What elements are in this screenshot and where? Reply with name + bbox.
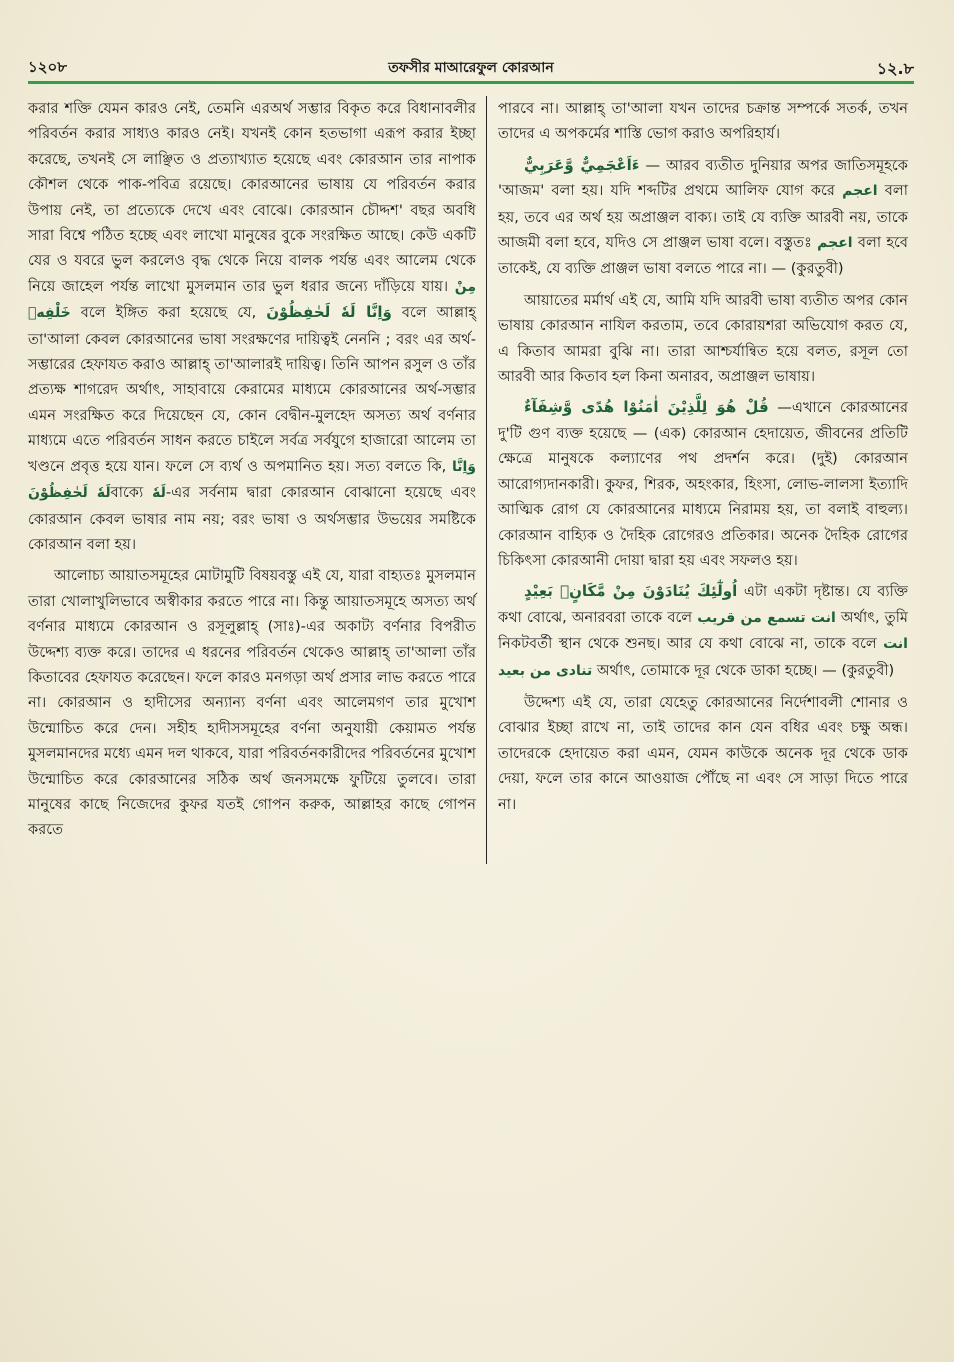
paragraph [498, 579, 908, 684]
column-divider [486, 96, 487, 864]
paragraph: আলোচ্য আয়াতসমূহের মোটামুটি বিষয়বস্তু এই যে, যারা বাহ্যতঃ মুসলমান তারা খোলাখুলিভাবে অস্বীকার করতে পারে না। কিন্তু আয়াতসমূহে অসত্য অর্থ বর্ণনার মাধ্যমে কোরআন ও রসূলুল্লাহ্ (সাঃ)-এর অকাট্য বর্ণনার বিপরীত উদ্দেশ্য ব্যক্ত করে। তাদের এ ধরনের পরিবর্তন থেকেও আল্লাহ্ তা'আলা তাঁর কিতাবের হেফাযত করেছেন। ফলে কারও মনগড়া অর্থ প্রসার লাভ করতে পারে না। কোরআন ও হাদীসের অন্যান্য বর্ণনা এবং আলেমগণ তার মুখোশ উন্মোচিত করে দেন। সহীহ হাদীসসমূহের বর্ণনা অনুযায়ী কেয়ামত পর্যন্ত মুসলমানদের মধ্যে এমন দল থাকবে, যারা পরিবর্তনকারীদের পরিবর্তনের মুখোশ উন্মোচিত করে কোরআনের সঠিক অর্থ জনসমক্ষে ফুটিয়ে তুলবে। তারা মানুষের কাছে নিজেদের কুফর যতই গোপন করুক, আল্লাহর কাছে গোপন করতে [28, 567, 476, 839]
paragraph-text: করার শক্তি যেমন কারও নেই, তেমনি এরঅর্থ সম্ভার বিকৃত করে বিধানাবলীর পরিবর্তন করার সাধ্যও কারও নেই। যখনই কোন হতভাগা এরূপ করার ইচ্ছা করেছে, তখনই সে লাঞ্ছিত ও প্রত্যাখ্যাত হয়েছে এবং কোরআন তার নাপাক কৌশল থেকে পাক-পবিত্র রয়েছে। কোরআনের ভাষায় যে পরিবর্তন করার উপায় নেই, তা প্রত্যেকে দেখে এবং বোঝে। কোরআন চৌদ্দশ' বছর অবধি সারা বিশ্বে পঠিত হচ্ছে এবং লাখো মানুষের বুকে সংরক্ষিত আছে। কেউ একটি যের ও যবরে ভুল করলেও বৃদ্ধ থেকে নিয়ে বালক পর্যন্ত এবং আলেম থেকে নিয়ে জাহেল পর্যন্ত লাখো মুসলমান তার ভুল ধরার জন্যে দাঁড়িয়ে যায়। [28, 100, 476, 295]
paragraph-text: বাক্যে [110, 484, 144, 502]
arabic-quote: وَاِنَّا لَهٗ لَحٰفِظُوْنَ [28, 458, 476, 502]
paragraph-text: বলা হবে তাকেই, যে ব্যক্তি প্রাঞ্জল ভাষা বলতে পারে না। — (কুরতুবী) [498, 234, 909, 278]
paragraph [28, 96, 476, 557]
arabic-quote: مِنْ خَلْفِهٖ [28, 278, 476, 322]
header-rule [28, 81, 914, 84]
left-column [28, 96, 476, 849]
paragraph-text: এটা একটা দৃষ্টান্ত। যে ব্যক্তি কথা বোঝে, অনারবরা তাকে বলে [498, 583, 908, 626]
arabic-quote: ءَاَعْجَمِيٌّ وَّعَرَبِيٌّ [524, 155, 640, 174]
running-title: তফসীর মাআরেফুল কোরআন [388, 60, 554, 76]
paragraph-text: —এখানে কোরআনের দু'টি গুণ ব্যক্ত হয়েছে — (এক) কোরআন হেদায়েত, জীবনের প্রতিটি ক্ষেত্রে মানুষকে কল্যাণের পথ প্রদর্শন করে। (দুই) কোরআন আরোগ্যদানকারী। কুফর, শিরক, অহংকার, হিংসা, লোভ-লালসা ইত্যাদি আত্মিক রোগ যে কোরআনের মাধ্যমে নিরাময় হয়, তা বলাই বাহুল্য। কোরআন বাহ্যিক ও দৈহিক রোগেরও প্রতিকার। অনেক দৈহিক রোগের চিকিৎসা কোরআনী দোয়া দ্বারা হয় এবং সফলও হয়। [498, 399, 908, 569]
paragraph: উদ্দেশ্য এই যে, তারা যেহেতু কোরআনের নির্দেশাবলী শোনার ও বোঝার ইচ্ছা রাখে না, তাই তাদের কান যেন বধির এবং চক্ষু অন্ধ। তাদেরকে হেদায়েত করা এমন, যেমন কাউকে অনেক দূর থেকে ডাক দেয়া, ফলে তার কানে আওয়াজ পৌঁছে না এবং সে সাড়া দিতে পারে না। [498, 693, 908, 813]
arabic-quote: اعجم [842, 183, 878, 200]
arabic-quote: لَهٗ [152, 485, 166, 502]
paragraph-text: — আরব ব্যতীত দুনিয়ার অপর জাতিসমূহকে 'আজম' বলা হয়। যদি শব্দটির প্রথমে আলিফ যোগ করে [498, 156, 908, 200]
arabic-quote: وَاِنَّا لَهٗ لَحٰفِظُوْنَ [266, 303, 392, 322]
paragraph-text: বলে আল্লাহ্ তা'আলা কেবল কোরআনের ভাষা সংরক্ষণের দায়িত্বই নেননি ; বরং এর অর্থ-সম্ভারের হেফাযত করাও আল্লাহ্ তা'আলারই দায়িত্ব। তিনি আপন রসুল ও তাঁর প্রত্যক্ষ শাগরেদ অর্থাৎ, সাহাবায়ে কেরামের মাধ্যমে কোরআনের অর্থ-সম্ভার এমন সংরক্ষিত করে দিয়েছেন যে, কোন বেদ্বীন-মুলহেদ অসত্য অর্থ বর্ণনার মাধ্যমে এতে পরিবর্তন সাধন করতে চাইলে সর্বত্র সর্বযুগে হাজারো আলেম তা খণ্ডনে প্রবৃত্ত হয়ে যান। ফলে সে ব্যর্থ ও অপমানিত হয়। সত্য বলতে কি, [28, 304, 476, 475]
paragraph-text: অর্থাৎ, তোমাকে দূর থেকে ডাকা হচ্ছে। — (কুরতুবী) [596, 661, 895, 679]
arabic-quote: انت تسمع من قريب [697, 609, 836, 626]
right-column [498, 96, 908, 823]
arabic-quote: اعجم [817, 235, 853, 252]
paragraph-text: বলে ইঙ্গিত করা হয়েছে যে, [80, 304, 257, 322]
paragraph-text: -এর সর্বনাম দ্বারা কোরআন বোঝানো হয়েছে এবং কোরআন কেবল ভাষার নাম নয়; বরং ভাষা ও অর্থসম্ভার উভয়ের সমষ্টিকে কোরআন বলা হয়। [28, 484, 476, 553]
page-number-arabic: ১২.৮ [876, 59, 914, 78]
paragraph-text: অর্থাৎ, তুমি নিকটবর্তী স্থান থেকে শুনছ। আর যে কথা বোঝে না, তাকে বলে [498, 608, 908, 653]
arabic-quote: قُلْ هُوَ لِلَّذِيْنَ اٰمَنُوْا هُدًى وَّشِفَآءٌ [524, 398, 769, 417]
arabic-quote: انت تنادى من بعيد [498, 636, 908, 679]
page-header [28, 52, 914, 82]
paragraph [498, 395, 908, 573]
arabic-quote: اُولٰٓئِكَ يُنَادَوْنَ مِنْ مَّكَانٍۭ بَعِيْدٍ [524, 582, 738, 601]
paragraph-text: বলা হয়, তবে এর অর্থ হয় অপ্রাঞ্জল বাক্য। তাই যে ব্যক্তি আরবী নয়, তাকে আজমী বলা হবে, যদিও সে প্রাঞ্জল ভাষা বলে। বস্তুতঃ [498, 182, 909, 252]
paragraph: আয়াতের মর্মার্থ এই যে, আমি যদি আরবী ভাষা ব্যতীত অপর কোন ভাষায় কোরআন নাযিল করতাম, তবে কোরায়শরা অভিযোগ করত যে, এ কিতাব আমরা বুঝি না। তারা আশ্চর্যান্বিত হয়ে বলত, রসূল তো আরবী আর কিতাব হল কিনা অনারব, অপ্রাঞ্জল ভাষায়। [498, 291, 908, 386]
paragraph [498, 153, 908, 282]
page-number-bengali: ১২০৮ [28, 58, 67, 76]
paragraph: পারবে না। আল্লাহ্ তা'আলা যখন তাদের চক্রান্ত সম্পর্কে সতর্ক, তখন তাদের এ অপকর্মের শাস্তি ভোগ করাও অপরিহার্য। [498, 100, 908, 143]
